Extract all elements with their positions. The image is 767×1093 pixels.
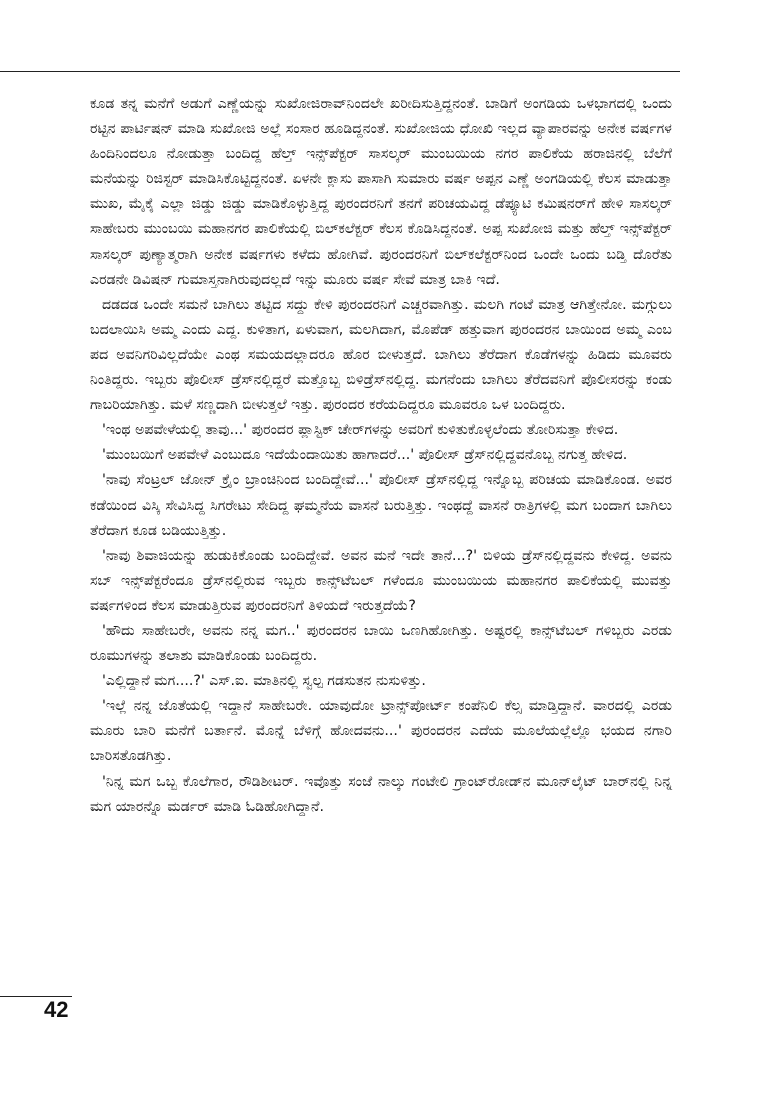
top-rule [0,71,680,72]
paragraph-2: ದಡದಡ ಒಂದೇ ಸಮನೆ ಬಾಗಿಲು ತಟ್ಟಿದ ಸದ್ದು ಕೇಳಿ ಪುರಂದರನಿಗೆ ಎಚ್ಚರವಾಗಿತ್ತು. ಮಲಗಿ ಗಂಟೆ ಮಾತ್ರ ಆಗಿತ್ತೇನೋ. ಮಗ್ಗುಲು ಬದಲಾಯಿಸಿ ಅಮ್ಮ ಎಂದು ಎದ್ದ. ಕುಳಿತಾಗ, ಏಳುವಾಗ, ಮಲಗಿದಾಗ, ಮೊಪೆಡ್ ಹತ್ತುವಾಗ ಪುರಂದರನ ಬಾಯಿಂದ ಅಮ್ಮ ಎಂಬ ಪದ ಅವನಿಗರಿವಿಲ್ಲದೆಯೇ ಎಂಥ ಸಮಯದಲ್ಲಾದರೂ ಹೊರ ಬೀಳುತ್ತದೆ. ಬಾಗಿಲು ತೆರೆದಾಗ ಕೊಡೆಗಳನ್ನು ಹಿಡಿದು ಮೂವರು ನಿಂತಿದ್ದರು. ಇಬ್ಬರು ಪೊಲೀಸ್ ಡ್ರೆಸ್‌ನಲ್ಲಿದ್ದರೆ ಮತ್ತೊಬ್ಬ ಬಿಳಿಡ್ರೆಸ್‌ನಲ್ಲಿದ್ದ. ಮಗನೆಂದು ಬಾಗಿಲು ತೆರೆದವನಿಗೆ ಪೊಲೀಸರನ್ನು ಕಂಡು ಗಾಬರಿಯಾಗಿತ್ತು. ಮಳೆ ಸಣ್ಣದಾಗಿ ಬೀಳುತ್ತಲೆ ಇತ್ತು. ಪುರಂದರ ಕರೆಯದಿದ್ದರೂ ಮೂವರೂ ಒಳ ಬಂದಿದ್ದರು. [90,296,672,414]
paragraph-3: 'ಇಂಥ ಅಪವೇಳೆಯಲ್ಲಿ ತಾವು...' ಪುರಂದರ ಪ್ಲಾಸ್ಟಿಕ್ ಚೇರ್‌ಗಳನ್ನು ಅವರಿಗೆ ಕುಳಿತುಕೊಳ್ಳಲೆಂದು ತೋರಿಸುತ್ತಾ ಕೇಳಿದ. [102,422,619,439]
paragraph-7: 'ಹೌದು ಸಾಹೇಬರೇ, ಅವನು ನನ್ನ ಮಗ..' ಪುರಂದರನ ಬಾಯಿ ಒಣಗಿಹೋಗಿತ್ತು. ಅಷ್ಟರಲ್ಲಿ ಕಾನ್ಸ್‌ಟೆಬಲ್ ಗಳಿಬ್ಬರು ಎರಡು ರೂಮುಗಳನ್ನು ತಲಾಶು ಮಾಡಿಕೊಂಡು ಬಂದಿದ್ದರು. [90,622,672,665]
paragraph-4: 'ಮುಂಬಯಿಗೆ ಅಪವೇಳೆ ಎಂಬುದೂ ಇದೆಯೆಂದಾಯಿತು ಹಾಗಾದರೆ...' ಪೊಲೀಸ್ ಡ್ರೆಸ್‌ನಲ್ಲಿದ್ದವನೊಬ್ಬ ನಗುತ್ತ ಹೇಳಿದ. [102,447,628,464]
paragraph-5: 'ನಾವು ಸೆಂಟ್ರಲ್ ಜೋನ್ ಕ್ರೈಂ ಬ್ರಾಂಚಿನಿಂದ ಬಂದಿದ್ದೇವೆ...' ಪೊಲೀಸ್ ಡ್ರೆಸ್‌ನಲ್ಲಿದ್ದ ಇನ್ನೊಬ್ಬ ಪರಿಚಯ ಮಾಡಿಕೊಂಡ. ಅವರ ಕಡೆಯಿಂದ ವಿಸ್ಕಿ ಸೇವಿಸಿದ್ದ ಸಿಗರೇಟು ಸೇದಿದ್ದ ಘಮ್ಮನೆಯ ವಾಸನೆ ಬರುತ್ತಿತ್ತು. ಇಂಥದ್ದೆ ವಾಸನೆ ರಾತ್ರಿಗಳಲ್ಲಿ ಮಗ ಬಂದಾಗ ಬಾಗಿಲು ತೆರೆದಾಗ ಕೂಡ ಬಡಿಯುತ್ತಿತ್ತು. [90,472,672,539]
paragraph-9: 'ಇಲ್ಲೆ ನನ್ನ ಜೊತೆಯಲ್ಲಿ ಇದ್ದಾನೆ ಸಾಹೇಬರೇ. ಯಾವುದೋ ಟ್ರಾನ್ಸ್‌ಪೋರ್ಟ್ ಕಂಪೆನಿಲಿ ಕೆಲ್ಸ ಮಾಡ್ತಿದ್ದಾನೆ. ವಾರದಲ್ಲಿ ಎರಡು ಮೂರು ಬಾರಿ ಮನೆಗೆ ಬರ್ತಾನೆ. ಮೊನ್ನೆ ಬೆಳಿಗ್ಗೆ ಹೋದವನು...' ಪುರಂದರನ ಎದೆಯ ಮೂಲೆಯಲ್ಲೆಲ್ಲೊ ಭಯದ ನಗಾರಿ ಬಾರಿಸತೊಡಗಿತ್ತು. [90,698,672,765]
paragraph-6: 'ನಾವು ಶಿವಾಜಿಯನ್ನು ಹುಡುಕಿಕೊಂಡು ಬಂದಿದ್ದೇವೆ. ಅವನ ಮನೆ ಇದೇ ತಾನೆ...?' ಬಿಳಿಯ ಡ್ರೆಸ್‌ನಲ್ಲಿದ್ದವನು ಕೇಳಿದ್ದ. ಅವನು ಸಬ್ ಇನ್ಸ್‌ಪೆಕ್ಟರೆಂದೂ ಡ್ರೆಸ್‌ನಲ್ಲಿರುವ ಇಬ್ಬರು ಕಾನ್ಸ್‌ಟೆಬಲ್ ಗಳೆಂದೂ ಮುಂಬಯಿಯ ಮಹಾನಗರ ಪಾಲಿಕೆಯಲ್ಲಿ ಮುವತ್ತು ವರ್ಷಗಳಿಂದ ಕೆಲಸ ಮಾಡುತ್ತಿರುವ ಪುರಂದರನಿಗೆ ತಿಳಿಯದೆ ಇರುತ್ತದೆಯೆ? [90,547,672,614]
page-number: 42 [44,997,69,1022]
paragraph-1: ಕೂಡ ತನ್ನ ಮನೆಗೆ ಅಡುಗೆ ಎಣ್ಣೆಯನ್ನು ಸುಖೋಜಿರಾವ್‌ನಿಂದಲೇ ಖರೀದಿಸುತ್ತಿದ್ದನಂತೆ. ಬಾಡಿಗೆ ಅಂಗಡಿಯ ಒಳಭಾಗದಲ್ಲಿ ಒಂದು ರಟ್ಟಿನ ಪಾರ್ಟಿಷನ್ ಮಾಡಿ ಸುಖೋಜಿ ಅಲ್ಲೆ ಸಂಸಾರ ಹೂಡಿದ್ದನಂತೆ. ಸುಖೋಜಿಯ ಧೋಖಿ ಇಲ್ಲದ ವ್ಯಾಪಾರವನ್ನು ಅನೇಕ ವರ್ಷಗಳ ಹಿಂದಿನಿಂದಲೂ ನೋಡುತ್ತಾ ಬಂದಿದ್ದ ಹೆಲ್ತ್ ಇನ್ಸ್‌ಪೆಕ್ಟರ್ ಸಾಸಲ್ಕರ್ ಮುಂಬಯಿಯ ನಗರ ಪಾಲಿಕೆಯ ಹರಾಜಿನಲ್ಲಿ ಬೆಲೆಗೆ ಮನೆಯನ್ನು ರಿಜಿಸ್ಟರ್ ಮಾಡಿಸಿಕೊಟ್ಟಿದ್ದನಂತೆ. ಏಳನೇ ಕ್ಲಾಸು ಪಾಸಾಗಿ ಸುಮಾರು ವರ್ಷ ಅಪ್ಪನ ಎಣ್ಣೆ ಅಂಗಡಿಯಲ್ಲಿ ಕೆಲಸ ಮಾಡುತ್ತಾ ಮುಖ, ಮೈಕೈ ಎಲ್ಲಾ ಜಿಡ್ಡು ಜಿಡ್ಡು ಮಾಡಿಕೊಳ್ಳುತ್ತಿದ್ದ ಪುರಂದರನಿಗೆ ತನಗೆ ಪರಿಚಯವಿದ್ದ ಡೆಪ್ಯೂಟಿ ಕಮಿಷನರ್‌ಗೆ ಹೇಳಿ ಸಾಸಲ್ಕರ್ ಸಾಹೇಬರು ಮುಂಬಯಿ ಮಹಾನಗರ ಪಾಲಿಕೆಯಲ್ಲಿ ಬಿಲ್‌ಕಲೆಕ್ಟರ್ ಕೆಲಸ ಕೊಡಿಸಿದ್ದನಂತೆ. ಅಪ್ಪ ಸುಖೋಜಿ ಮತ್ತು ಹೆಲ್ತ್ ಇನ್ಸ್‌ಪೆಕ್ಟರ್ ಸಾಸಲ್ಕರ್ ಪುಣ್ಯಾತ್ಮರಾಗಿ ಅನೇಕ ವರ್ಷಗಳು ಕಳೆದು ಹೋಗಿವೆ. ಪುರಂದರನಿಗೆ ಬಿಲ್‌ಕಲೆಕ್ಟರ್‌ನಿಂದ ಒಂದೇ ಒಂದು ಬಡ್ತಿ ದೊರೆತು ಎರಡನೇ ಡಿವಿಷನ್ ಗುಮಾಸ್ತನಾಗಿರುವುದಲ್ಲದೆ ಇನ್ನು ಮೂರು ವರ್ಷ ಸೇವೆ ಮಾತ್ರ ಬಾಕಿ ಇದೆ. [90,96,672,288]
paragraph-10: 'ನಿನ್ನ ಮಗ ಒಬ್ಬ ಕೊಲೆಗಾರ, ರೌಡಿಶೀಟರ್. ಇವೊತ್ತು ಸಂಜೆ ನಾಲ್ಕು ಗಂಟೇಲಿ ಗ್ರಾಂಟ್‌ರೋಡ್‌ನ ಮೂನ್‌ಲೈಟ್ ಬಾರ್‌ನಲ್ಲಿ ನಿನ್ನ ಮಗ ಯಾರನ್ನೊ ಮರ್ಡರ್ ಮಾಡಿ ಓಡಿಹೋಗಿದ್ದಾನೆ. [90,773,672,815]
page-body [90,92,672,820]
paragraph-8: 'ಎಲ್ಲಿದ್ದಾನೆ ಮಗ....?' ಎಸ್.ಐ. ಮಾತಿನಲ್ಲಿ ಸ್ವಲ್ಪ ಗಡಸುತನ ನುಸುಳಿತ್ತು. [102,673,426,690]
